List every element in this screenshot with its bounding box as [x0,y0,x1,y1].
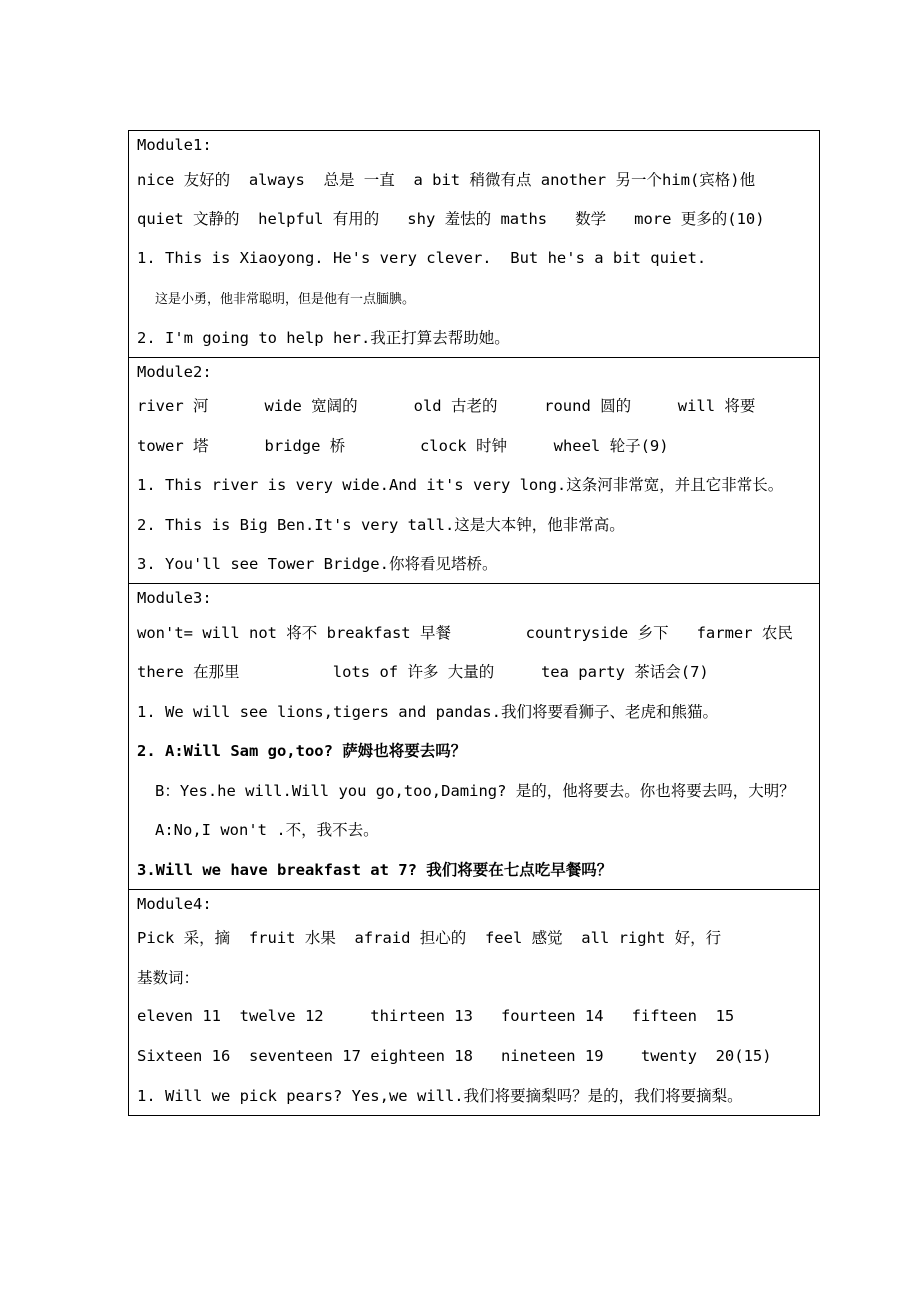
vocabulary-sheet [128,130,820,1116]
module-line: 这是小勇，他非常聪明，但是他有一点腼腆。 [155,291,416,307]
module-line: nice 友好的 always 总是 一直 a bit 稍微有点 another 另一个him(宾格)他 [137,170,756,189]
module-row [129,357,820,584]
module-cell [129,131,820,358]
module-row [129,889,820,1116]
module-header: Module3: [137,589,212,607]
module-cell [129,584,820,890]
module-row [129,131,820,358]
module-line: tower 塔 bridge 桥 clock 时钟 wheel 轮子(9) [137,436,669,455]
module-line: B：Yes.he will.Will you go,too,Daming? 是的，他将要去。你也将要去吗，大明？ [155,781,795,800]
module-header: Module4: [137,894,212,913]
module-line: A:No,I won't .不，我不去。 [155,821,379,840]
module-header: Module1: [137,136,212,154]
module-line: 1. We will see lions,tigers and pandas.我们将要看狮子、老虎和熊猫。 [137,702,718,721]
module-line: Sixteen 16 seventeen 17 eighteen 18 nineteen 19 twenty 20(15) [137,1046,772,1065]
module-line: 3. You'll see Tower Bridge.你将看见塔桥。 [137,555,498,574]
module-cell [129,357,820,584]
module-line: 2. A:Will Sam go,too? 萨姆也将要去吗？ [137,742,467,761]
module-line: 1. Will we pick pears? Yes,we will.我们将要摘梨吗？是的，我们将要摘梨。 [137,1087,743,1106]
module-line: there 在那里 lots of 许多 大量的 tea party 茶话会(7) [137,663,709,682]
module-line: 3.Will we have breakfast at 7? 我们将要在七点吃早餐吗？ [137,860,613,879]
module-line: quiet 文静的 helpful 有用的 shy 羞怯的 maths 数学 more 更多的(10) [137,210,765,229]
module-line: river 河 wide 宽阔的 old 古老的 round 圆的 will 将要 [137,397,756,416]
module-line: Pick 采，摘 fruit 水果 afraid 担心的 feel 感觉 all right 好，行 [137,929,722,948]
module-cell [129,889,820,1116]
module-line: 2. This is Big Ben.It's very tall.这是大本钟，他非常高。 [137,515,625,534]
module-header: Module2: [137,362,212,381]
module-line: 1. This is Xiaoyong. He's very clever. But he's a bit quiet. [137,248,707,267]
module-line: eleven 11 twelve 12 thirteen 13 fourteen 14 fifteen 15 [137,1007,735,1026]
module-line: won't= will not 将不 breakfast 早餐 countryside 乡下 farmer 农民 [137,623,793,642]
module-line: 2. I'm going to help her.我正打算去帮助她。 [137,328,510,347]
module-line: 1. This river is very wide.And it's very long.这条河非常宽，并且它非常长。 [137,476,784,495]
module-table [128,130,820,1116]
module-row [129,584,820,890]
module-line: 基数词： [137,968,200,987]
